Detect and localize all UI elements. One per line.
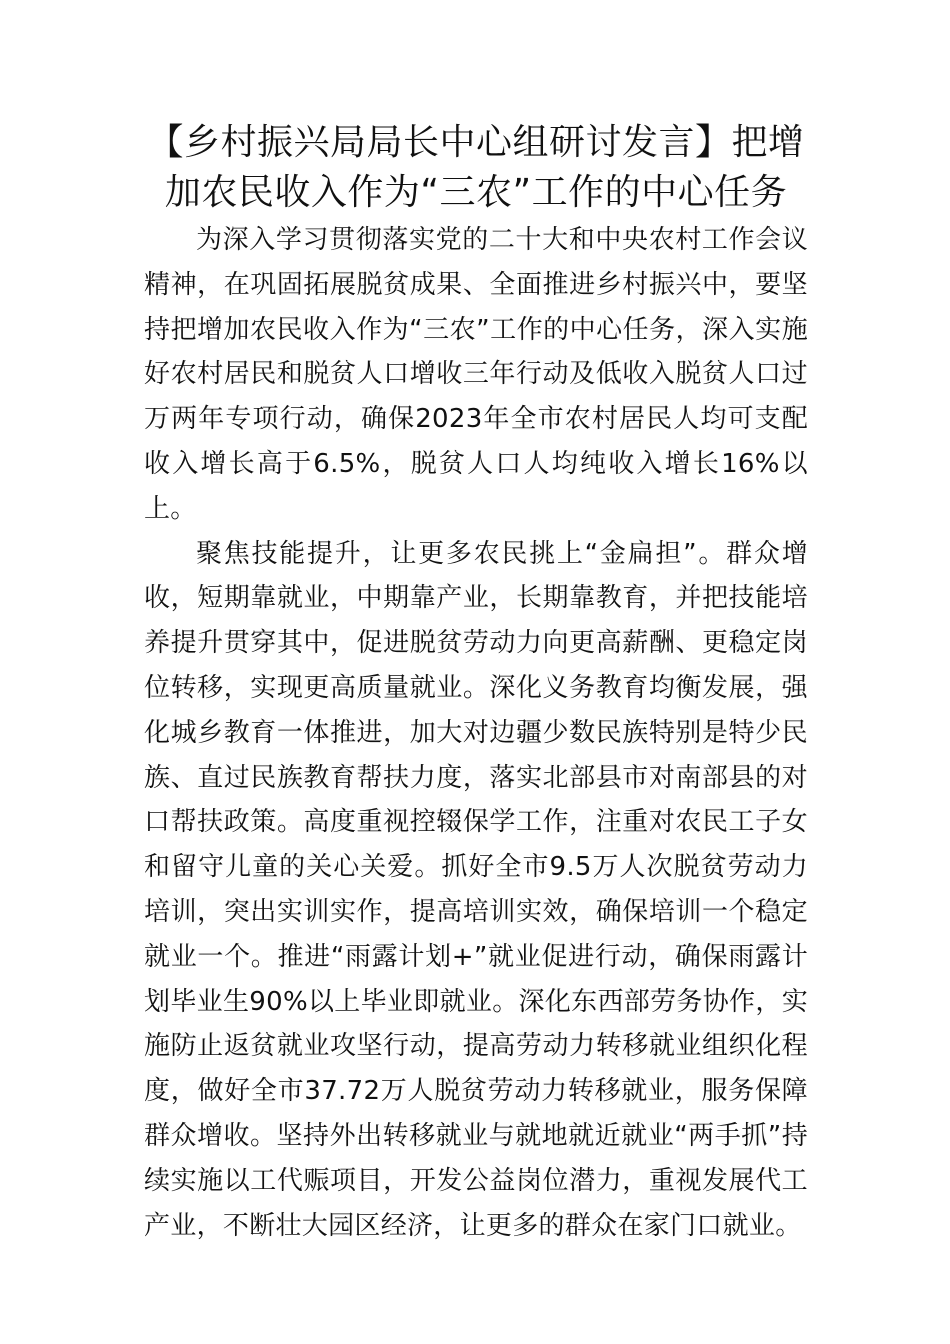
document-body xyxy=(144,118,808,1248)
paragraph-skills: 聚焦技能提升，让更多农民挑上“金扁担”。群众增收，短期靠就业，中期靠产业，长期靠教育，并把技能培养提升贯穿其中，促进脱贫劳动力向更高薪酬、更稳定岗位转移，实现更高质量就业。深化义务教育均衡发展，强化城乡教育一体推进，加大对边疆少数民族特别是特少民族、直过民族教育帮扶力度，落实北部县市对南部县的对口帮扶政策。高度重视控辍保学工作，注重对农民工子女和留守儿童的关心关爱。抓好全市9.5万人次脱贫劳动力培训，突出实训实作，提高培训实效，确保培训一个稳定就业一个。推进“雨露计划+”就业促进行动，确保雨露计划毕业生90%以上毕业即就业。深化东西部劳务协作，实施防止返贫就业攻坚行动，提高劳动力转移就业组织化程度，做好全市37.72万人脱贫劳动力转移就业，服务保障群众增收。坚持外出转移就业与就地就近就业“两手抓”持续实施以工代赈项目，开发公益岗位潜力，重视发展代工产业，不断壮大园区经济，让更多的群众在家门口就业。 xyxy=(144,538,808,1241)
document-title: 【乡村振兴局局长中心组研讨发言】把增加农民收入作为“三农”工作的中心任务 xyxy=(147,122,805,213)
paragraph-intro: 为深入学习贯彻落实党的二十大和中央农村工作会议精神，在巩固拓展脱贫成果、全面推进乡村振兴中，要坚持把增加农民收入作为“三农”工作的中心任务，深入实施好农村居民和脱贫人口增收三年行动及低收入脱贫人口过万两年专项行动，确保2023年全市农村居民人均可支配收入增长高于6.5%，脱贫人口人均纯收入增长16%以上。 xyxy=(144,225,808,524)
